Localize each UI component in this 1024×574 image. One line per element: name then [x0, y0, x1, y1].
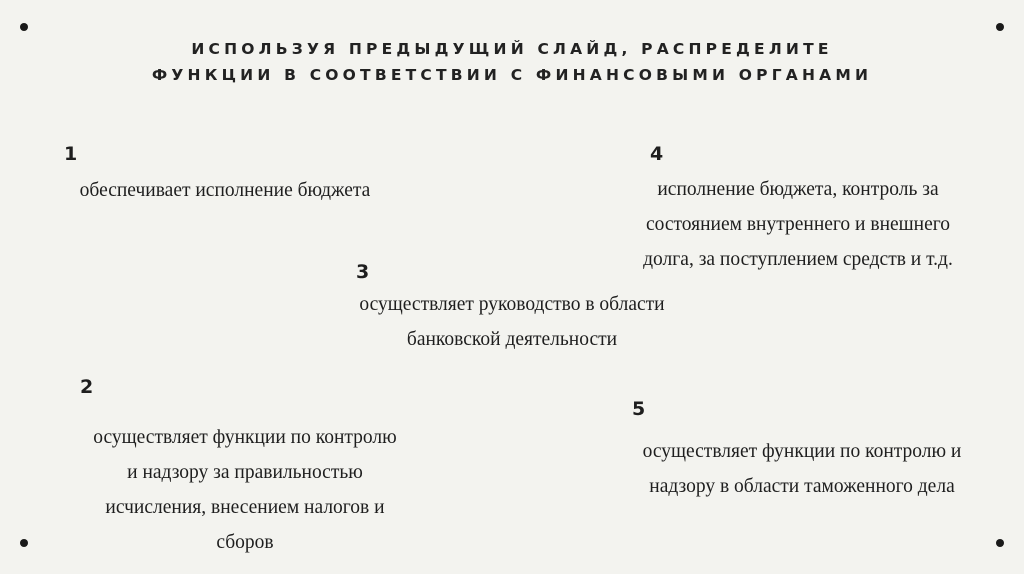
item-2-text-line: сборов [216, 532, 274, 553]
item-5-text-line: надзору в области таможенного дела [649, 476, 955, 497]
corner-dot-bottom-right [996, 539, 1004, 547]
item-4-text [598, 172, 998, 277]
slide-title-line: ИСПОЛЬЗУЯ ПРЕДЫДУЩИЙ СЛАЙД, РАСПРЕДЕЛИТЕ [191, 40, 833, 58]
item-3-text-line: банковской деятельности [406, 329, 618, 350]
corner-dot-top-right [996, 23, 1004, 31]
item-4-text-line: долга, за поступлением средств и т.д. [643, 249, 953, 270]
item-2-text-line: исчисления, внесением налогов и [105, 497, 385, 518]
item-1-text-line: обеспечивает исполнение бюджета [79, 180, 371, 201]
item-5-text-line: осуществляет функции по контролю и [642, 441, 962, 462]
item-2-text-line: осуществляет функции по контролю [93, 427, 397, 448]
item-1-number: 1 [64, 143, 78, 165]
item-3-text-line: осуществляет руководство в области [359, 294, 665, 315]
item-4-text-line: состоянием внутреннего и внешнего [645, 214, 951, 235]
item-5-number: 5 [632, 398, 646, 420]
item-4-text-line: исполнение бюджета, контроль за [657, 179, 939, 200]
item-3-text [312, 287, 712, 357]
item-5-text [602, 434, 1002, 504]
slide-title [60, 36, 964, 88]
item-4-number: 4 [650, 143, 664, 165]
corner-dot-bottom-left [20, 539, 28, 547]
item-2-text-line: и надзору за правильностью [127, 462, 363, 483]
item-2-number: 2 [80, 376, 94, 398]
item-2-text [45, 420, 445, 560]
slide-title-line: ФУНКЦИИ В СООТВЕТСТВИИ С ФИНАНСОВЫМИ ОРГАНАМИ [151, 66, 873, 84]
item-1-text [50, 173, 400, 208]
corner-dot-top-left [20, 23, 28, 31]
item-3-number: 3 [356, 261, 370, 283]
